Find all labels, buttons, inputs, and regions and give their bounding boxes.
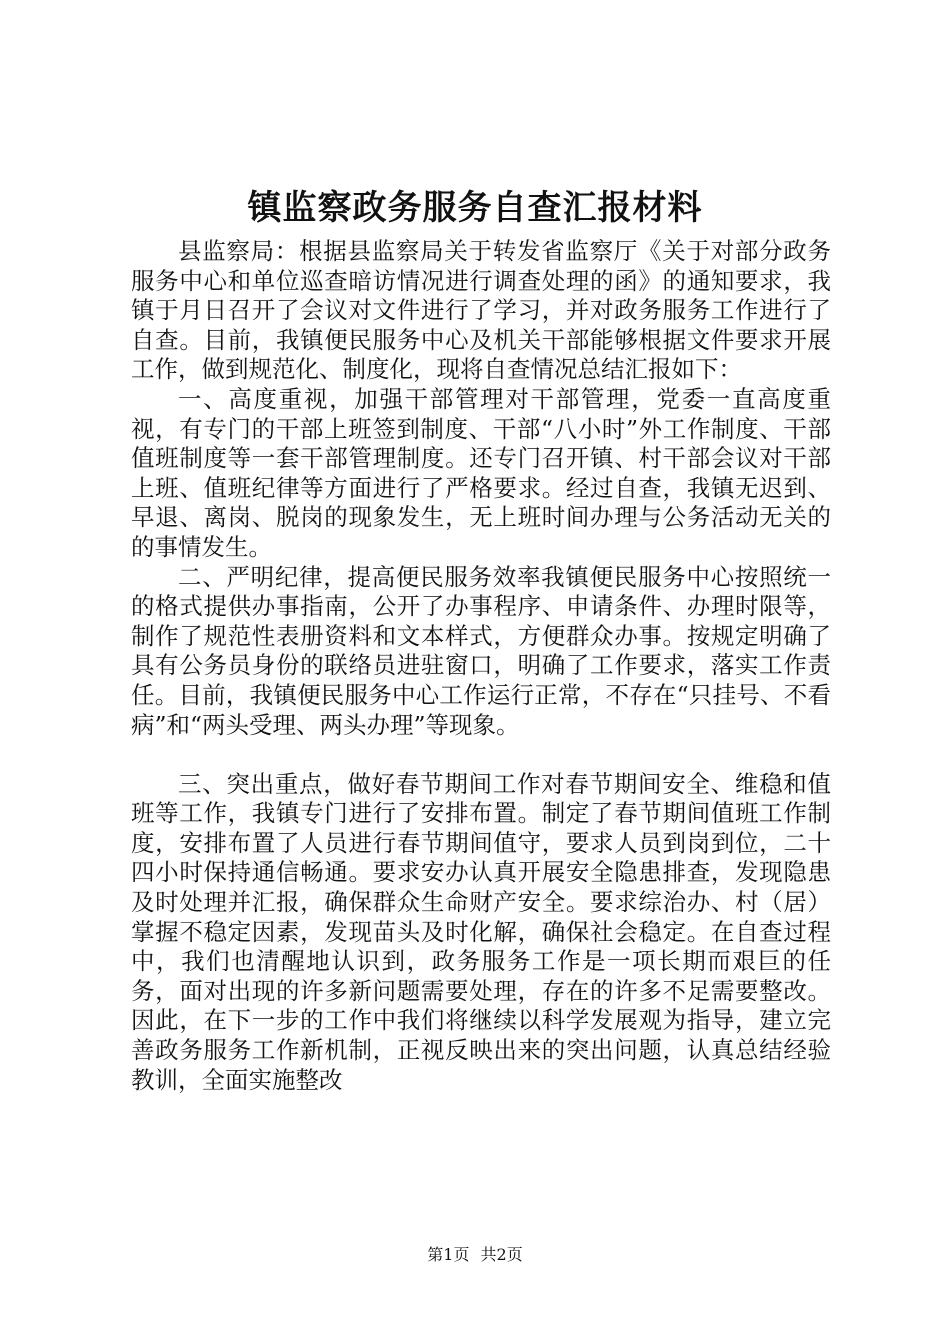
page-footer: [0, 1245, 950, 1265]
page-total: 共2页: [480, 1245, 523, 1264]
page-number: 第1页: [427, 1245, 470, 1264]
document-body: [131, 237, 831, 1095]
paragraph-intro: 县监察局：根据县监察局关于转发省监察厅《关于对部分政务服务中心和单位巡查暗访情况进行调查处理的函》的通知要求，我镇于月日召开了会议对文件进行了学习，并对政务服务工作进行了自查。目前，我镇便民服务中心及机关干部能够根据文件要求开展工作，做到规范化、制度化，现将自查情况总结汇报如下：: [131, 237, 831, 384]
paragraph-section-2: 二、严明纪律，提高便民服务效率我镇便民服务中心按照统一的格式提供办事指南，公开了办事程序、申请条件、办理时限等，制作了规范性表册资料和文本样式，方便群众办事。按规定明确了具有公务员身份的联络员进驻窗口，明确了工作要求，落实工作责任。目前，我镇便民服务中心工作运行正常，不存在“只挂号、不看病”和“两头受理、两头办理”等现象。: [131, 562, 831, 739]
paragraph-section-3: 三、突出重点，做好春节期间工作对春节期间安全、维稳和值班等工作，我镇专门进行了安排布置。制定了春节期间值班工作制度，安排布置了人员进行春节期间值守，要求人员到岗到位，二十四小时保持通信畅通。要求安办认真开展安全隐患排查，发现隐患及时处理并汇报，确保群众生命财产安全。要求综治办、村（居）掌握不稳定因素，发现苗头及时化解，确保社会稳定。在自查过程中，我们也清醒地认识到，政务服务工作是一项长期而艰巨的任务，面对出现的许多新问题需要处理，存在的许多不足需要整改。因此，在下一步的工作中我们将继续以科学发展观为指导，建立完善政务服务工作新机制，正视反映出来的突出问题，认真总结经验教训，全面实施整改: [131, 769, 831, 1094]
paragraph-section-1: 一、高度重视，加强干部管理对干部管理，党委一直高度重视，有专门的干部上班签到制度、干部“八小时”外工作制度、干部值班制度等一套干部管理制度。还专门召开镇、村干部会议对干部上班、值班纪律等方面进行了严格要求。经过自查，我镇无迟到、早退、离岗、脱岗的现象发生，无上班时间办理与公务活动无关的的事情发生。: [131, 384, 831, 561]
document-title: 镇监察政务服务自查汇报材料: [247, 188, 703, 228]
